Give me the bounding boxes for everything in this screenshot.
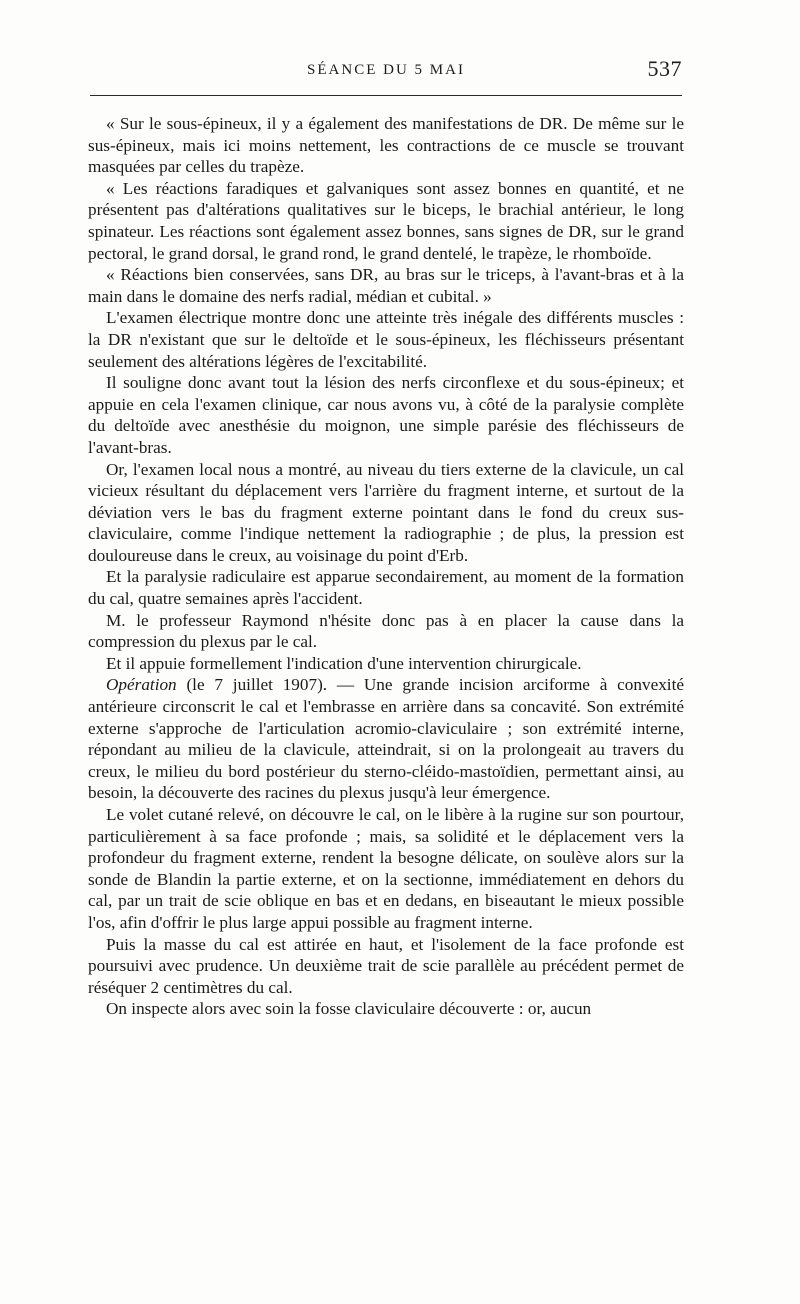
body-text [88,113,684,1020]
paragraph: M. le professeur Raymond n'hésite donc pas à en placer la cause dans la compression du plexus par le cal. [88,610,684,652]
paragraph: Et il appuie formellement l'indication d'une intervention chirurgicale. [106,653,582,673]
paragraph: Et la paralysie radiculaire est apparue secondairement, au moment de la formation du cal, quatre semaines après l'accident. [88,567,684,609]
paragraph: « Sur le sous-épineux, il y a également des manifestations de DR. De même sur le sus-épineux, mais ici moins nettement, les contractions de ce muscle se trouvant masquées par celles du trapèze. [88,114,684,177]
operation-paragraph [88,674,684,804]
operation-text: (le 7 juillet 1907). — Une grande incision arciforme à convexité antérieure circonscrit le cal et l'embrasse en arrière dans sa concavité. Son extrémité externe s'approche de l'articulation acromio-claviculaire ; son extrémité interne, répondant au milieu de la clavicule, atteindrait, si on la prolongeait au travers du creux, le milieu du bord postérieur du sterno-cléido-mastoïdien, permettant ainsi, au besoin, la découverte des racines du plexus jusqu'à leur émergence. [88,675,684,803]
page-number: 537 [647,56,682,81]
paragraph: « Les réactions faradiques et galvaniques sont assez bonnes en quantité, et ne présentent pas d'altérations qualitatives sur le biceps, le brachial antérieur, le long spinateur. Les réactions sont également assez bonnes, sans signes de DR, sur le grand pectoral, le grand dorsal, le grand rond, le grand dentelé, le trapèze, le rhomboïde. [88,178,684,263]
running-title: SÉANCE DU 5 MAI [307,62,465,78]
paragraph: « Réactions bien conservées, sans DR, au bras sur le triceps, à l'avant-bras et à la main dans le domaine des nerfs radial, médian et cubital. » [88,265,684,306]
paragraph: Il souligne donc avant tout la lésion des nerfs circonflexe et du sous-épineux; et appuie en cela l'examen clinique, car nous avons vu, à côté de la paralysie complète du deltoïde avec anesthésie du moignon, une simple parésie des fléchisseurs de l'avant-bras. [88,373,684,457]
paragraph: On inspecte alors avec soin la fosse claviculaire découverte : or, aucun [106,999,592,1019]
paragraph: Le volet cutané relevé, on découvre le cal, on le libère à la rugine sur son pourtour, particulièrement à sa face profonde ; mais, sa solidité et le déplacement vers la profondeur du fragment externe, rendent la besogne délicate, on soulève alors sur la sonde de Blandin la partie externe, et on la sectionne, immédiatement en dehors du cal, par un trait de scie oblique en bas et en dedans, en biseautant le mieux possible l'os, afin d'offrir le plus large appui possible au fragment interne. [88,805,684,932]
operation-label: Opération [106,675,177,695]
running-head [88,56,684,84]
paragraph: L'examen électrique montre donc une atteinte très inégale des différents muscles : la DR n'existant que sur le deltoïde et le sous-épineux, les fléchisseurs présentant seulement des altérations légères de l'excitabilité. [88,308,684,371]
paragraph: Or, l'examen local nous a montré, au niveau du tiers externe de la clavicule, un cal vicieux résultant du déplacement vers l'arrière du fragment interne, et surtout de la déviation vers le bas du fragment externe pointant dans le fond du creux sus-claviculaire, comme l'indique nettement la radiographie ; de plus, la pression est douloureuse dans le creux, au voisinage du point d'Erb. [88,459,684,565]
paragraph: Puis la masse du cal est attirée en haut, et l'isolement de la face profonde est poursuivi avec prudence. Un deuxième trait de scie parallèle au précédent permet de réséquer 2 centimètres du cal. [88,934,684,997]
header-rule [90,95,682,96]
